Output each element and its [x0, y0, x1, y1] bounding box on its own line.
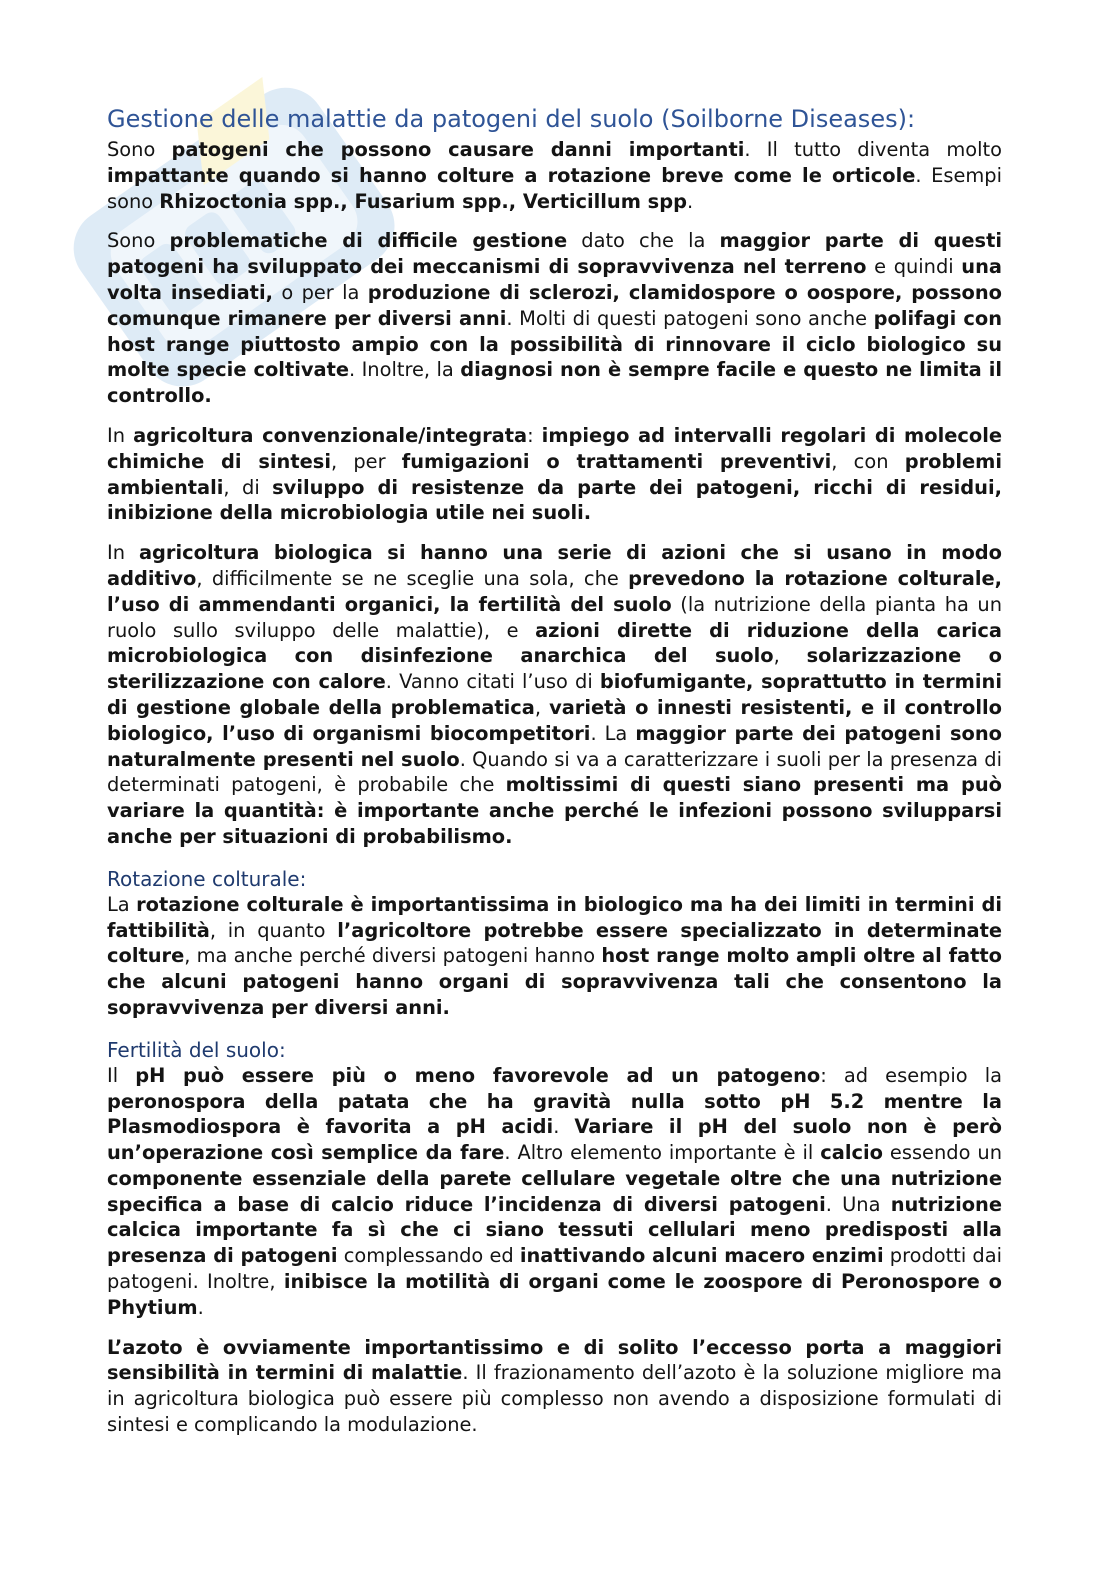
paragraph — [107, 1063, 1002, 1321]
text-run: . — [197, 1295, 204, 1319]
bold-text-run: pH può essere più o meno favorevole ad un patogeno — [135, 1063, 821, 1087]
text-run: . La — [590, 721, 636, 745]
text-run: La — [107, 892, 137, 916]
text-run: . Altro elemento importante è il — [504, 1141, 821, 1165]
bold-text-run: solarizzazione o sterilizzazione con calore — [107, 644, 1002, 694]
text-run: . Quando si va a caratterizzare i suoli per la presenza di determinati patogeni, è probabile che — [107, 747, 1002, 797]
bold-text-run: Variare il pH del suolo non è però un’operazione così semplice da fare — [107, 1115, 1002, 1165]
bold-text-run: prevedono la rotazione colturale, l’uso di ammendanti organici, la fertilità del suolo — [107, 566, 1002, 616]
text-run: essendo un — [882, 1141, 1002, 1165]
text-run: . Il tutto diventa molto — [744, 138, 1002, 161]
text-run: , — [773, 644, 807, 668]
document-page — [107, 104, 1002, 1452]
bold-text-run: produzione di sclerozi, clamidospore o oospore, possono comunque rimanere per diversi anni — [107, 280, 1002, 330]
bold-text-run: polifagi con host range piuttosto ampio con la possibilità di rinnovare il ciclo biologico su molte specie coltivate — [107, 306, 1003, 382]
text-run: . Vanno citati l’uso di — [385, 670, 600, 694]
bold-text-run: agricoltura biologica si hanno una serie di azioni che si usano in modo additivo — [107, 541, 1002, 590]
text-run: , con — [831, 449, 905, 473]
text-run: . Una — [825, 1192, 891, 1216]
text-run: complessando ed — [337, 1244, 520, 1268]
text-run: Il — [107, 1063, 136, 1087]
bold-text-run: nutrizione calcica importante fa sì che ci siano tessuti cellulari meno predisposti alla presenza di patogeni — [107, 1192, 1003, 1268]
bold-text-run: sviluppo di resistenze da parte dei patogeni, ricchi di residui, inibizione della microbiologia utile nei suoli. — [107, 475, 1003, 525]
text-run: , — [534, 695, 550, 719]
document-body — [107, 137, 1002, 1438]
paragraph — [107, 892, 1002, 1021]
text-run: , ma anche perché diversi patogeni hanno — [184, 944, 602, 968]
section-title: Rotazione colturale: — [107, 866, 307, 891]
text-run: (la nutrizione della pianta ha un ruolo sullo sviluppo delle malattie), e — [107, 592, 1002, 642]
text-run: Sono — [107, 138, 172, 161]
bold-text-run: impiego ad intervalli regolari di molecole chimiche di sintesi — [107, 423, 1002, 473]
text-run: e quindi — [866, 255, 962, 279]
section-title: Fertilità del suolo: — [107, 1037, 286, 1062]
bold-text-run: moltissimi di questi siano presenti ma può variare la quantità: è importante anche perché le infezioni possono svilupparsi anche per situazioni di probabilismo. — [107, 773, 1002, 848]
text-run: In — [107, 423, 134, 447]
bold-text-run: rotazione colturale è importantissima in biologico ma ha dei limiti in termini di fattibilità — [107, 892, 1002, 942]
bold-text-run: problemi ambientali — [107, 449, 1002, 499]
text-run: . Inoltre, la — [349, 358, 461, 382]
bold-text-run: impattante quando si hanno colture a rotazione breve come le orticole — [107, 163, 916, 187]
bold-text-run: varietà o innesti resistenti, e il controllo biologico, l’uso di organismi biocompetitori — [107, 695, 1002, 745]
bold-text-run: Rhizoctonia spp., Fusarium spp., Verticillum spp — [159, 189, 687, 213]
text-run: , in quanto — [209, 918, 338, 942]
text-run: , di — [223, 475, 273, 499]
bold-text-run: biofumigante, soprattutto in termini di gestione globale della problematica — [107, 670, 1002, 719]
text-run: o per la — [272, 280, 368, 304]
document-title: Gestione delle malattie da patogeni del suolo (Soilborne Diseases): — [107, 105, 916, 133]
text-run: : ad esempio la — [820, 1063, 1002, 1087]
paragraph — [107, 423, 1002, 526]
bold-text-run: host range molto ampli oltre al fatto che alcuni patogeni hanno organi di sopravvivenza tali che consentono la sopravvivenza per diversi anni. — [107, 944, 1002, 1019]
bold-text-run: componente essenziale della parete cellulare vegetale oltre che una nutrizione specifica a base di calcio riduce l’incidenza di diversi patogeni — [107, 1166, 1002, 1216]
paragraph — [107, 540, 1002, 850]
bold-text-run: patogeni che possono causare danni importanti — [171, 138, 745, 161]
bold-text-run: azioni dirette di riduzione della carica microbiologica con disinfezione anarchica del suolo — [107, 618, 1002, 668]
bold-text-run: calcio — [820, 1141, 883, 1165]
bold-text-run: fumigazioni o trattamenti preventivi — [401, 449, 832, 473]
text-run: Sono — [107, 229, 170, 253]
bold-text-run: peronospora della patata che ha gravità nulla sotto pH 5.2 mentre la Plasmodiospora è favorita a pH acidi — [107, 1089, 1002, 1139]
text-run: , per — [330, 449, 402, 473]
text-run: . Esempi sono — [107, 163, 1002, 213]
text-run: dato che la — [567, 229, 720, 253]
bold-text-run: una volta insediati, — [107, 255, 1002, 304]
text-run: , difficilmente se ne sceglie una sola, che — [196, 566, 629, 590]
text-run: . — [686, 189, 694, 213]
text-run: prodotti dai patogeni. Inoltre, — [107, 1244, 1002, 1294]
bold-text-run: maggior parte dei patogeni sono naturalmente presenti nel suolo — [107, 721, 1002, 771]
bold-text-run: l’agricoltore potrebbe essere specializzato in determinate colture — [107, 918, 1002, 968]
bold-text-run: agricoltura convenzionale/integrata — [133, 423, 528, 447]
text-run: : — [527, 423, 542, 447]
bold-text-run: problematiche di difficile gestione — [169, 229, 568, 253]
bold-text-run: L’azoto è ovviamente importantissimo e di solito l’eccesso porta a maggiori sensibilità in termini di malattie — [107, 1335, 1002, 1385]
text-run: . Molti di questi patogeni sono anche — [506, 306, 874, 330]
bold-text-run: maggior parte di questi patogeni ha sviluppato dei meccanismi di sopravvivenza nel terreno — [107, 229, 1003, 279]
bold-text-run: diagnosi non è sempre facile e questo ne limita il controllo. — [107, 358, 1002, 408]
text-run: In — [107, 541, 139, 565]
text-run: . — [553, 1115, 575, 1139]
bold-text-run: inibisce la motilità di organi come le zoospore di Peronospore o Phytium — [107, 1270, 1002, 1319]
paragraph — [107, 137, 1002, 214]
bold-text-run: inattivando alcuni macero enzimi — [519, 1244, 884, 1268]
paragraph — [107, 228, 1002, 409]
text-run: . Il frazionamento dell’azoto è la soluzione migliore ma in agricoltura biologica può essere più complesso non avendo a disposizione formulati di sintesi e complicando la modulazione. — [107, 1361, 1003, 1437]
paragraph — [107, 1335, 1002, 1438]
